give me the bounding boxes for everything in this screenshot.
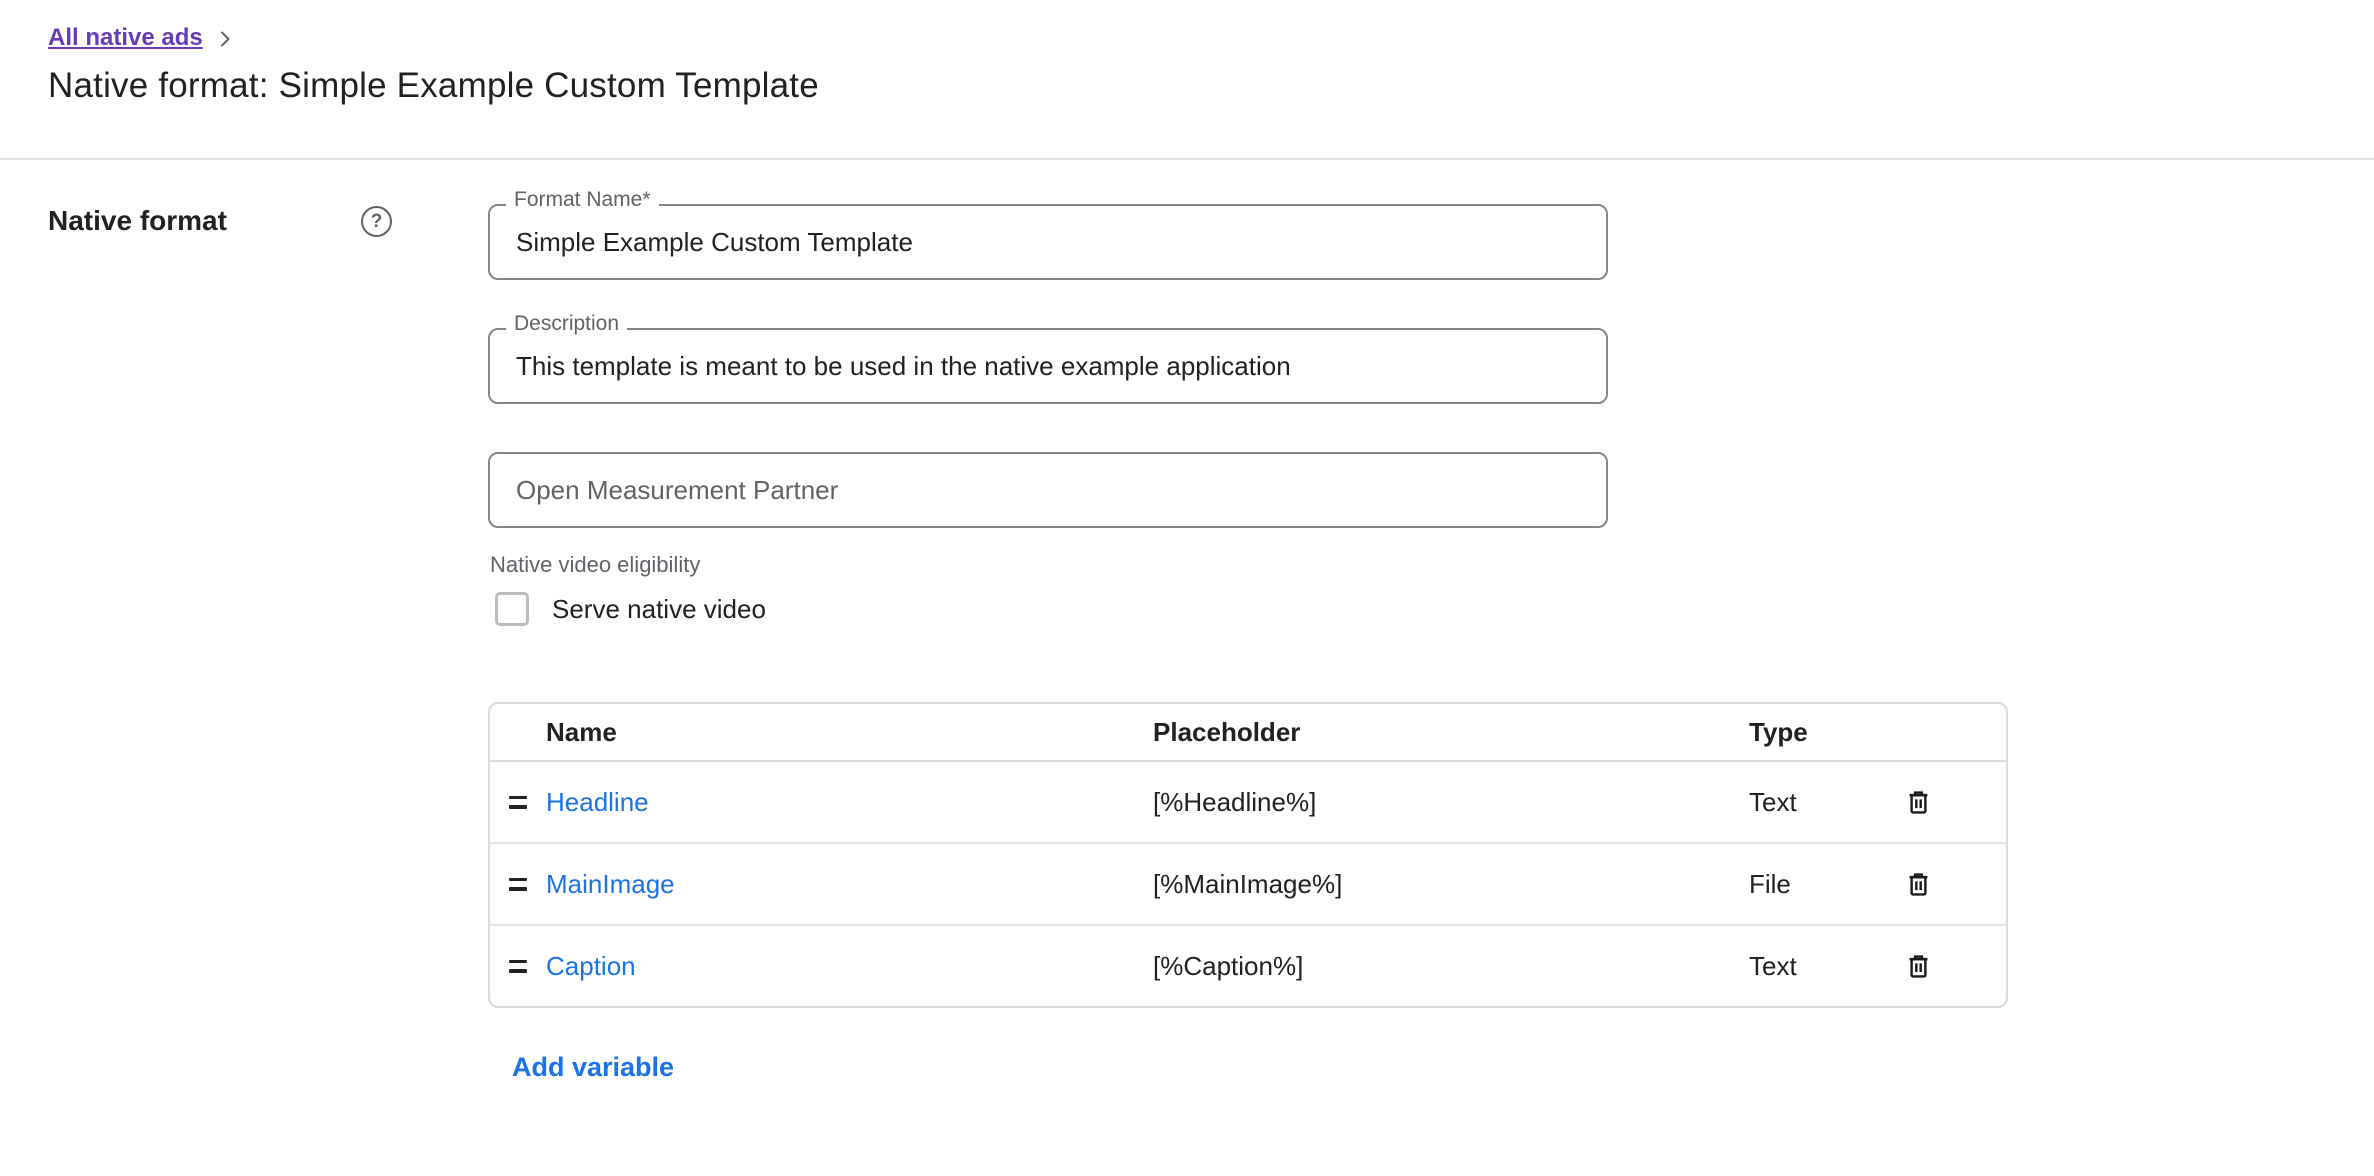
variable-name-link[interactable]: Headline [546, 786, 649, 817]
delete-variable-icon[interactable] [1902, 868, 1938, 901]
variable-placeholder: [%MainImage%] [1153, 868, 1343, 899]
format-name-field [488, 188, 1608, 280]
format-name-input[interactable] [488, 204, 1608, 280]
variable-type: Text [1749, 786, 1797, 817]
native-format-form [488, 188, 2008, 1083]
serve-native-video-label: Serve native video [552, 593, 766, 624]
delete-variable-icon[interactable] [1902, 950, 1938, 983]
open-measurement-field [488, 452, 1608, 528]
help-icon[interactable]: ? [361, 206, 392, 237]
variable-type: Text [1749, 950, 1797, 981]
open-measurement-partner-input[interactable] [488, 452, 1608, 528]
column-header-placeholder: Placeholder [1153, 716, 1301, 747]
variables-table [488, 702, 2008, 1008]
page-header [0, 0, 2374, 160]
serve-native-video-option[interactable] [495, 592, 2008, 626]
drag-handle-icon[interactable] [490, 792, 546, 813]
variable-name-link[interactable]: Caption [546, 950, 636, 981]
variable-placeholder: [%Headline%] [1153, 786, 1317, 817]
breadcrumb-link-all-native-ads[interactable]: All native ads [48, 24, 203, 51]
drag-handle-icon[interactable] [490, 956, 546, 977]
description-input[interactable] [488, 328, 1608, 404]
description-field [488, 312, 1608, 404]
table-row-mainimage [490, 842, 2006, 924]
column-header-name: Name [546, 716, 617, 747]
table-row-headline [490, 760, 2006, 842]
variable-name-link[interactable]: MainImage [546, 868, 675, 899]
page-title: Native format: Simple Example Custom Template [48, 66, 819, 105]
delete-variable-icon[interactable] [1902, 786, 1938, 819]
description-label: Description [506, 312, 627, 336]
section-header [48, 204, 392, 1083]
variable-placeholder: [%Caption%] [1153, 950, 1304, 981]
add-variable-button[interactable]: Add variable [512, 1052, 675, 1082]
section-title: Native format [48, 205, 227, 236]
variable-type: File [1749, 868, 1791, 899]
chevron-right-icon [213, 27, 237, 51]
breadcrumb [48, 22, 2326, 54]
column-header-type: Type [1749, 716, 1808, 747]
variables-table-header [490, 704, 2006, 760]
drag-handle-icon[interactable] [490, 874, 546, 895]
native-video-eligibility-label: Native video eligibility [490, 552, 701, 577]
table-row-caption [490, 924, 2006, 1006]
serve-native-video-checkbox[interactable] [495, 592, 529, 626]
main-content [0, 160, 2374, 1083]
format-name-label: Format Name* [506, 188, 659, 212]
